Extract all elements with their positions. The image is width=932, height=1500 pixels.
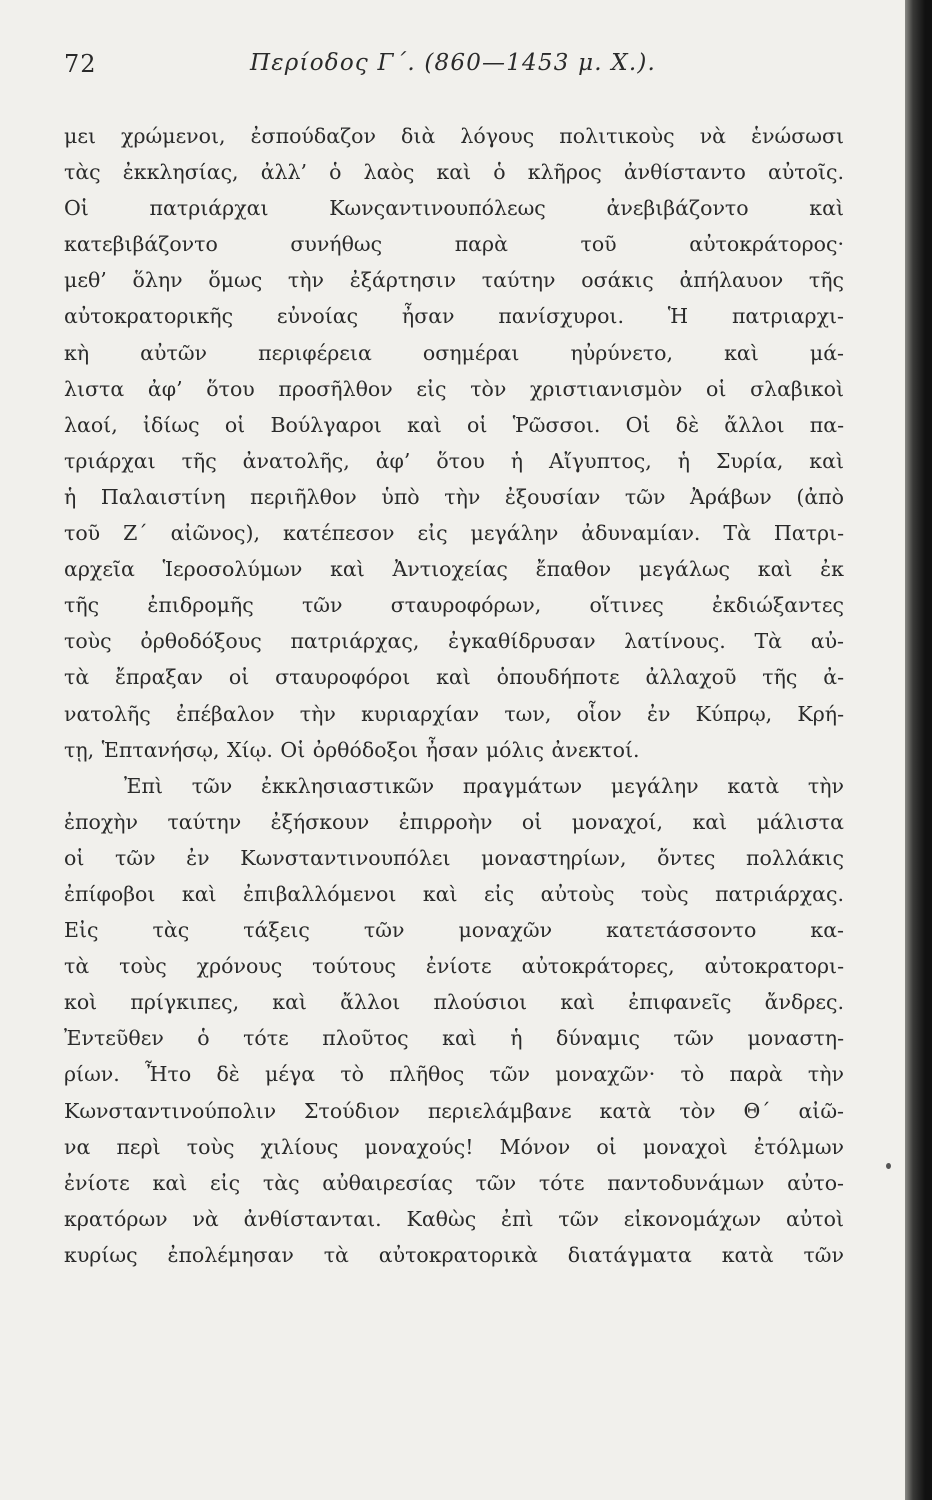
text-line: ἐπίφοβοι καὶ ἐπιβαλλόμενοι καὶ εἰς αὐτοὺς τοὺς πατριάρχας.: [64, 881, 844, 906]
text-line: κυρίως ἐπολέμησαν τὰ αὐτοκρατορικὰ διατάγματα κατὰ τῶν: [64, 1242, 844, 1267]
page-number: 72: [64, 50, 97, 78]
body-text: [64, 118, 844, 1273]
text-line: Οἱ πατριάρχαι Κωνςαντινουπόλεως ἀνεβιβάζοντο καὶ: [64, 196, 844, 221]
text-line: ἐποχὴν ταύτην ἐξήσκουν ἐπιρροὴν οἱ μοναχοί, καὶ μάλιστα: [64, 809, 844, 834]
text-line: λαοί, ἰδίως οἱ Βούλγαροι καὶ οἱ Ῥῶσσοι. Οἱ δὲ ἄλλοι πα-: [64, 412, 844, 437]
text-line: τριάρχαι τῆς ἀνατολῆς, ἀφ’ ὅτου ἡ Αἴγυπτος, ἡ Συρία, καὶ: [64, 448, 844, 473]
text-line: κρατόρων νὰ ἀνθίστανται. Καθὼς ἐπὶ τῶν εἰκονομάχων αὐτοὶ: [64, 1206, 844, 1231]
text-line: αὐτοκρατορικῆς εὐνοίας ἦσαν πανίσχυροι. Ἡ πατριαρχι-: [64, 304, 844, 329]
text-line: ρίων. Ἦτο δὲ μέγα τὸ πλῆθος τῶν μοναχῶν· τὸ παρὰ τὴν: [64, 1062, 844, 1087]
running-head: Περίοδος Γ΄. (860—1453 μ. Χ.).: [250, 50, 657, 76]
ink-spot: [886, 1163, 891, 1169]
page-edge-shadow: [905, 0, 932, 1500]
text-line: τοῦ Ζ΄ αἰῶνος), κατέπεσον εἰς μεγάλην ἀδυναμίαν. Τὰ Πατρι-: [64, 521, 844, 546]
text-line: ἡ Παλαιστίνη περιῆλθον ὑπὸ τὴν ἐξουσίαν τῶν Ἀράβων (ἀπὸ: [64, 484, 844, 509]
text-line: να περὶ τοὺς χιλίους μοναχούς! Μόνον οἱ μοναχοὶ ἐτόλμων: [64, 1134, 844, 1159]
text-line: Κωνσταντινούπολιν Στούδιον περιελάμβανε κατὰ τὸν Θ΄ αἰῶ-: [64, 1098, 844, 1123]
text-line: Ἐπὶ τῶν ἐκκλησιαστικῶν πραγμάτων μεγάλην κατὰ τὴν: [124, 773, 844, 798]
text-line: λιστα ἀφ’ ὅτου προσῆλθον εἰς τὸν χριστιανισμὸν οἱ σλαβικοὶ: [64, 376, 844, 401]
text-line: τὰς ἐκκλησίας, ἀλλ’ ὁ λαὸς καὶ ὁ κλῆρος ἀνθίσταντο αὐτοῖς.: [64, 160, 844, 185]
text-line: τὰ ἔπραξαν οἱ σταυροφόροι καὶ ὁπουδήποτε ἀλλαχοῦ τῆς ἀ-: [64, 665, 844, 690]
text-line: αρχεῖα Ἱεροσολύμων καὶ Ἀντιοχείας ἔπαθον μεγάλως καὶ ἐκ: [64, 557, 844, 582]
text-line: μεθ’ ὅλην ὅμως τὴν ἐξάρτησιν ταύτην οσάκις ἀπήλαυον τῆς: [64, 268, 844, 293]
text-line: τοὺς ὀρθοδόξους πατριάρχας, ἐγκαθίδρυσαν λατίνους. Τὰ αὐ-: [64, 629, 844, 654]
text-line: τὰ τοὺς χρόνους τούτους ἐνίοτε αὐτοκράτορες, αὐτοκρατορι-: [64, 954, 844, 979]
text-line: τῆς ἐπιδρομῆς τῶν σταυροφόρων, οἵτινες ἐκδιώξαντες: [64, 593, 844, 618]
text-line: νατολῆς ἐπέβαλον τὴν κυριαρχίαν των, οἷον ἐν Κύπρῳ, Κρή-: [64, 701, 844, 726]
text-line: οἱ τῶν ἐν Κωνσταντινουπόλει μοναστηρίων, ὄντες πολλάκις: [64, 845, 844, 870]
text-line: τῃ, Ἑπτανήσῳ, Χίῳ. Οἱ ὀρθόδοξοι ἦσαν μόλις ἀνεκτοί.: [64, 737, 640, 762]
page-header: [64, 50, 844, 90]
text-line: Εἰς τὰς τάξεις τῶν μοναχῶν κατετάσσοντο κα-: [64, 918, 844, 943]
text-line: κοὶ πρίγκιπες, καὶ ἄλλοι πλούσιοι καὶ ἐπιφανεῖς ἄνδρες.: [64, 990, 844, 1015]
text-line: μει χρώμενοι, ἐσπούδαζον διὰ λόγους πολιτικοὺς νὰ ἑνώσωσι: [64, 124, 844, 148]
text-line: κατεβιβάζοντο συνήθως παρὰ τοῦ αὐτοκράτορος·: [64, 232, 844, 257]
text-line: ἐνίοτε καὶ εἰς τὰς αὐθαιρεσίας τῶν τότε παντοδυνάμων αὐτο-: [64, 1170, 844, 1195]
text-line: Ἐντεῦθεν ὁ τότε πλοῦτος καὶ ἡ δύναμις τῶν μοναστη-: [64, 1026, 844, 1051]
text-line: κὴ αὐτῶν περιφέρεια οσημέραι ηὐρύνετο, καὶ μά-: [64, 340, 844, 365]
